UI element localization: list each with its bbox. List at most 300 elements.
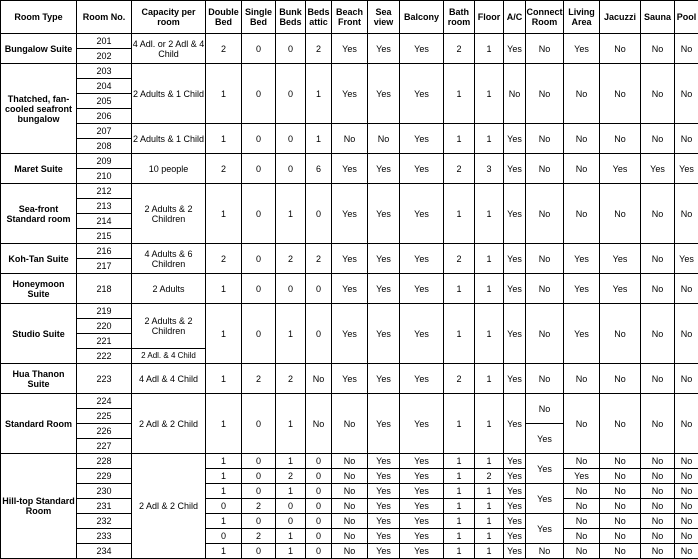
- table-cell: No: [332, 499, 368, 514]
- header-row: [1, 1, 698, 34]
- table-cell: 0: [242, 184, 276, 244]
- table-cell: Yes: [368, 469, 400, 484]
- table-cell: 1: [206, 484, 242, 499]
- table-cell: 0: [306, 454, 332, 469]
- table-cell: Yes: [400, 529, 444, 544]
- table-cell: 1: [206, 469, 242, 484]
- table-cell: 2: [475, 469, 504, 484]
- table-cell: 1: [475, 364, 504, 394]
- table-cell: 2: [444, 364, 475, 394]
- table-cell: 218: [77, 274, 132, 304]
- table-cell: Yes: [400, 364, 444, 394]
- table-cell: Yes: [400, 499, 444, 514]
- table-cell: 1: [306, 124, 332, 154]
- table-cell: 231: [77, 499, 132, 514]
- table-cell: No: [526, 394, 564, 424]
- table-cell: 230: [77, 484, 132, 499]
- table-cell: 0: [306, 484, 332, 499]
- table-cell: 2: [276, 469, 306, 484]
- table-cell: No: [675, 304, 698, 364]
- table-cell: Yes: [504, 244, 526, 274]
- table-cell: Yes: [332, 274, 368, 304]
- table-cell: Yes: [675, 244, 698, 274]
- table-cell: 204: [77, 79, 132, 94]
- table-cell: Yes: [368, 154, 400, 184]
- table-cell: Yes: [400, 244, 444, 274]
- table-cell: No: [332, 469, 368, 484]
- table-cell: Yes: [526, 484, 564, 514]
- table-row: [1, 64, 698, 79]
- table-cell: Yes: [368, 514, 400, 529]
- table-cell: 1: [475, 184, 504, 244]
- table-cell: 2 Adl & 2 Child: [132, 394, 206, 454]
- table-cell: 1: [475, 394, 504, 454]
- table-cell: 3: [475, 154, 504, 184]
- table-cell: 228: [77, 454, 132, 469]
- table-cell: No: [675, 484, 698, 499]
- table-cell: 233: [77, 529, 132, 544]
- table-cell: No: [675, 64, 698, 124]
- table-cell: No: [600, 499, 641, 514]
- table-cell: No: [675, 454, 698, 469]
- table-cell: 1: [444, 454, 475, 469]
- table-cell: Yes: [332, 34, 368, 64]
- table-cell: 215: [77, 229, 132, 244]
- table-cell: 0: [306, 274, 332, 304]
- header-beach-front: Beach Front: [332, 1, 368, 34]
- table-cell: 0: [242, 64, 276, 124]
- table-cell: Yes: [675, 154, 698, 184]
- table-cell: No: [641, 274, 675, 304]
- table-cell: No: [641, 124, 675, 154]
- table-cell: 2: [306, 244, 332, 274]
- table-cell: 222: [77, 349, 132, 364]
- header-pool: Pool: [675, 1, 698, 34]
- table-cell: Yes: [526, 514, 564, 544]
- table-cell: 1: [276, 454, 306, 469]
- table-row: [1, 124, 698, 139]
- table-cell: 0: [306, 499, 332, 514]
- table-cell: 214: [77, 214, 132, 229]
- table-cell: Yes: [400, 64, 444, 124]
- table-cell: Yes: [600, 244, 641, 274]
- table-cell: Yes: [368, 304, 400, 364]
- table-cell: 224: [77, 394, 132, 409]
- table-cell: Yes: [368, 529, 400, 544]
- table-cell: 223: [77, 364, 132, 394]
- table-cell: 2 Adults & 2 Children: [132, 304, 206, 349]
- table-cell: 0: [306, 529, 332, 544]
- table-cell: 232: [77, 514, 132, 529]
- table-row: [1, 529, 698, 544]
- table-cell: No: [564, 184, 600, 244]
- table-cell: 1: [306, 64, 332, 124]
- table-cell: Yes: [504, 469, 526, 484]
- table-cell: Yes: [564, 274, 600, 304]
- room-type-cell: Studio Suite: [1, 304, 77, 364]
- table-cell: No: [600, 364, 641, 394]
- table-cell: No: [564, 484, 600, 499]
- table-cell: 2 Adl. & 4 Child: [132, 349, 206, 364]
- table-cell: No: [526, 64, 564, 124]
- table-row: [1, 154, 698, 169]
- table-row: [1, 34, 698, 49]
- header-sauna: Sauna: [641, 1, 675, 34]
- table-cell: 4 Adl. or 2 Adl & 4 Child: [132, 34, 206, 64]
- table-cell: Yes: [400, 514, 444, 529]
- table-cell: 225: [77, 409, 132, 424]
- table-cell: Yes: [504, 484, 526, 499]
- table-cell: Yes: [368, 34, 400, 64]
- table-cell: 1: [444, 484, 475, 499]
- header-ac: A/C: [504, 1, 526, 34]
- table-cell: 201: [77, 34, 132, 49]
- header-double-bed: Double Bed: [206, 1, 242, 34]
- table-cell: 0: [242, 304, 276, 364]
- table-cell: No: [526, 244, 564, 274]
- table-cell: Yes: [600, 274, 641, 304]
- table-cell: No: [600, 454, 641, 469]
- table-cell: No: [368, 124, 400, 154]
- table-row: [1, 544, 698, 559]
- table-cell: No: [600, 394, 641, 454]
- table-cell: No: [641, 304, 675, 364]
- table-cell: No: [526, 154, 564, 184]
- table-cell: Yes: [564, 304, 600, 364]
- table-cell: 0: [306, 304, 332, 364]
- table-cell: 2: [444, 34, 475, 64]
- table-cell: 1: [444, 514, 475, 529]
- table-cell: No: [600, 184, 641, 244]
- table-cell: No: [675, 364, 698, 394]
- table-cell: No: [564, 499, 600, 514]
- table-cell: Yes: [504, 364, 526, 394]
- table-cell: No: [564, 154, 600, 184]
- table-cell: 4 Adl & 4 Child: [132, 364, 206, 394]
- table-cell: No: [564, 529, 600, 544]
- table-cell: 1: [475, 64, 504, 124]
- table-cell: No: [641, 529, 675, 544]
- table-cell: 1: [444, 184, 475, 244]
- table-cell: Yes: [368, 484, 400, 499]
- table-cell: No: [641, 394, 675, 454]
- table-cell: 206: [77, 109, 132, 124]
- table-cell: Yes: [400, 154, 444, 184]
- table-cell: Yes: [332, 364, 368, 394]
- table-cell: 10 people: [132, 154, 206, 184]
- table-cell: 1: [206, 454, 242, 469]
- table-cell: Yes: [332, 304, 368, 364]
- table-cell: 2: [206, 154, 242, 184]
- table-cell: No: [641, 64, 675, 124]
- table-cell: 0: [276, 514, 306, 529]
- table-cell: Yes: [368, 274, 400, 304]
- header-room-type: Room Type: [1, 1, 77, 34]
- table-cell: No: [675, 499, 698, 514]
- table-cell: 1: [475, 484, 504, 499]
- table-cell: 0: [276, 154, 306, 184]
- table-cell: No: [675, 514, 698, 529]
- room-type-cell: Standard Room: [1, 394, 77, 454]
- table-cell: 1: [475, 304, 504, 364]
- table-cell: 2: [306, 34, 332, 64]
- table-cell: 0: [242, 394, 276, 454]
- table-cell: No: [600, 124, 641, 154]
- table-cell: Yes: [641, 154, 675, 184]
- table-cell: 1: [206, 124, 242, 154]
- table-cell: 2: [242, 364, 276, 394]
- table-cell: 219: [77, 304, 132, 319]
- table-cell: Yes: [504, 454, 526, 469]
- table-cell: No: [641, 499, 675, 514]
- table-cell: Yes: [332, 154, 368, 184]
- header-bunk-beds: Bunk Beds: [276, 1, 306, 34]
- table-row: [1, 514, 698, 529]
- table-cell: 1: [475, 274, 504, 304]
- table-cell: 1: [475, 34, 504, 64]
- table-cell: Yes: [504, 529, 526, 544]
- table-cell: No: [564, 64, 600, 124]
- table-cell: No: [332, 514, 368, 529]
- table-cell: No: [600, 484, 641, 499]
- table-cell: 0: [276, 499, 306, 514]
- table-row: [1, 454, 698, 469]
- table-cell: Yes: [504, 544, 526, 559]
- table-cell: No: [641, 544, 675, 559]
- table-cell: 0: [306, 514, 332, 529]
- table-cell: Yes: [564, 244, 600, 274]
- table-cell: 2 Adults & 1 Child: [132, 64, 206, 124]
- table-cell: 1: [206, 394, 242, 454]
- table-cell: No: [641, 514, 675, 529]
- table-cell: No: [641, 364, 675, 394]
- table-cell: 1: [475, 499, 504, 514]
- table-cell: Yes: [368, 244, 400, 274]
- table-cell: 6: [306, 154, 332, 184]
- table-cell: Yes: [400, 394, 444, 454]
- table-cell: 202: [77, 49, 132, 64]
- table-cell: 1: [475, 529, 504, 544]
- room-type-cell: Koh-Tan Suite: [1, 244, 77, 274]
- table-cell: 0: [276, 64, 306, 124]
- table-cell: Yes: [400, 469, 444, 484]
- room-type-cell: Maret Suite: [1, 154, 77, 184]
- table-cell: No: [675, 544, 698, 559]
- table-cell: No: [641, 244, 675, 274]
- table-cell: 1: [206, 184, 242, 244]
- table-cell: 0: [242, 469, 276, 484]
- table-cell: 227: [77, 439, 132, 454]
- table-cell: 213: [77, 199, 132, 214]
- header-room-no: Room No.: [77, 1, 132, 34]
- header-jacuzzi: Jacuzzi: [600, 1, 641, 34]
- table-cell: Yes: [400, 184, 444, 244]
- table-cell: No: [600, 304, 641, 364]
- table-cell: No: [600, 34, 641, 64]
- table-cell: Yes: [504, 499, 526, 514]
- table-cell: 0: [242, 454, 276, 469]
- table-cell: 2: [444, 154, 475, 184]
- table-cell: 2: [276, 364, 306, 394]
- table-cell: Yes: [564, 34, 600, 64]
- table-cell: No: [641, 484, 675, 499]
- table-cell: No: [675, 274, 698, 304]
- table-cell: No: [600, 544, 641, 559]
- table-cell: 2: [444, 244, 475, 274]
- table-cell: 1: [276, 304, 306, 364]
- room-type-cell: Honeymoon Suite: [1, 274, 77, 304]
- table-cell: 1: [276, 394, 306, 454]
- table-cell: No: [526, 274, 564, 304]
- table-cell: 0: [206, 499, 242, 514]
- table-cell: No: [675, 529, 698, 544]
- table-header: [1, 1, 698, 34]
- table-cell: 0: [242, 34, 276, 64]
- table-cell: 203: [77, 64, 132, 79]
- table-cell: 210: [77, 169, 132, 184]
- table-cell: Yes: [368, 544, 400, 559]
- table-cell: Yes: [368, 364, 400, 394]
- table-row: [1, 394, 698, 409]
- table-cell: 0: [306, 184, 332, 244]
- table-cell: 2 Adults: [132, 274, 206, 304]
- table-cell: No: [600, 514, 641, 529]
- table-cell: No: [564, 364, 600, 394]
- table-cell: No: [526, 304, 564, 364]
- table-cell: 234: [77, 544, 132, 559]
- table-cell: No: [675, 469, 698, 484]
- table-cell: No: [564, 454, 600, 469]
- table-cell: Yes: [368, 64, 400, 124]
- table-cell: 2: [206, 244, 242, 274]
- table-cell: 0: [242, 124, 276, 154]
- room-type-cell: Thatched, fan-cooled seafront bungalow: [1, 64, 77, 154]
- table-cell: Yes: [332, 64, 368, 124]
- table-cell: 1: [206, 544, 242, 559]
- header-balcony: Balcony: [400, 1, 444, 34]
- table-cell: 1: [475, 244, 504, 274]
- table-cell: 0: [242, 154, 276, 184]
- table-cell: 208: [77, 139, 132, 154]
- table-cell: 1: [206, 304, 242, 364]
- table-cell: Yes: [368, 499, 400, 514]
- header-living-area: Living Area: [564, 1, 600, 34]
- header-bathroom: Bath room: [444, 1, 475, 34]
- table-cell: 207: [77, 124, 132, 139]
- table-cell: 1: [206, 274, 242, 304]
- table-cell: 0: [276, 124, 306, 154]
- room-type-cell: Bungalow Suite: [1, 34, 77, 64]
- table-cell: 2: [206, 34, 242, 64]
- table-cell: No: [600, 529, 641, 544]
- table-cell: No: [504, 64, 526, 124]
- table-cell: Yes: [504, 274, 526, 304]
- table-cell: Yes: [504, 394, 526, 454]
- table-cell: No: [564, 394, 600, 454]
- table-row: [1, 274, 698, 289]
- table-cell: 0: [242, 514, 276, 529]
- table-cell: 226: [77, 424, 132, 439]
- table-cell: Yes: [368, 394, 400, 454]
- table-cell: No: [526, 34, 564, 64]
- table-cell: No: [641, 184, 675, 244]
- table-cell: Yes: [504, 514, 526, 529]
- table-cell: No: [332, 454, 368, 469]
- table-cell: 209: [77, 154, 132, 169]
- table-cell: Yes: [368, 454, 400, 469]
- table-cell: Yes: [400, 124, 444, 154]
- table-cell: 1: [444, 499, 475, 514]
- table-cell: No: [332, 124, 368, 154]
- table-cell: No: [564, 544, 600, 559]
- table-cell: 0: [242, 544, 276, 559]
- table-cell: No: [564, 514, 600, 529]
- table-cell: Yes: [526, 424, 564, 454]
- table-cell: Yes: [400, 304, 444, 364]
- table-cell: No: [675, 394, 698, 454]
- table-cell: No: [332, 484, 368, 499]
- table-cell: 2 Adl & 2 Child: [132, 454, 206, 559]
- table-cell: 221: [77, 334, 132, 349]
- table-cell: 220: [77, 319, 132, 334]
- table-cell: Yes: [400, 34, 444, 64]
- table-cell: No: [526, 364, 564, 394]
- table-cell: 0: [242, 484, 276, 499]
- table-cell: 0: [306, 544, 332, 559]
- table-cell: No: [675, 34, 698, 64]
- table-cell: 1: [444, 274, 475, 304]
- table-cell: Yes: [368, 184, 400, 244]
- table-cell: No: [526, 124, 564, 154]
- table-cell: 0: [276, 274, 306, 304]
- table-cell: 1: [475, 514, 504, 529]
- header-beds-attic: Beds attic: [306, 1, 332, 34]
- table-body: [1, 34, 698, 559]
- table-cell: Yes: [526, 454, 564, 484]
- table-cell: No: [675, 184, 698, 244]
- table-cell: 0: [242, 244, 276, 274]
- table-row: [1, 364, 698, 379]
- header-floor: Floor: [475, 1, 504, 34]
- table-cell: 1: [444, 124, 475, 154]
- table-cell: Yes: [504, 124, 526, 154]
- table-cell: Yes: [400, 274, 444, 304]
- table-cell: 1: [276, 484, 306, 499]
- table-cell: 1: [444, 64, 475, 124]
- table-cell: 2 Adults & 2 Children: [132, 184, 206, 244]
- table-cell: No: [306, 364, 332, 394]
- table-cell: No: [600, 469, 641, 484]
- table-cell: No: [332, 544, 368, 559]
- table-cell: No: [306, 394, 332, 454]
- header-capacity: Capacity per room: [132, 1, 206, 34]
- table-cell: 1: [206, 64, 242, 124]
- table-row: [1, 184, 698, 199]
- room-type-cell: Hill-top Standard Room: [1, 454, 77, 559]
- table-cell: No: [332, 394, 368, 454]
- table-cell: 216: [77, 244, 132, 259]
- table-cell: 1: [206, 364, 242, 394]
- table-cell: 0: [242, 274, 276, 304]
- table-cell: 2: [242, 529, 276, 544]
- table-cell: 0: [276, 34, 306, 64]
- table-cell: 1: [475, 124, 504, 154]
- table-cell: 205: [77, 94, 132, 109]
- table-cell: 1: [444, 469, 475, 484]
- table-cell: 217: [77, 259, 132, 274]
- table-cell: No: [600, 64, 641, 124]
- table-cell: 1: [444, 544, 475, 559]
